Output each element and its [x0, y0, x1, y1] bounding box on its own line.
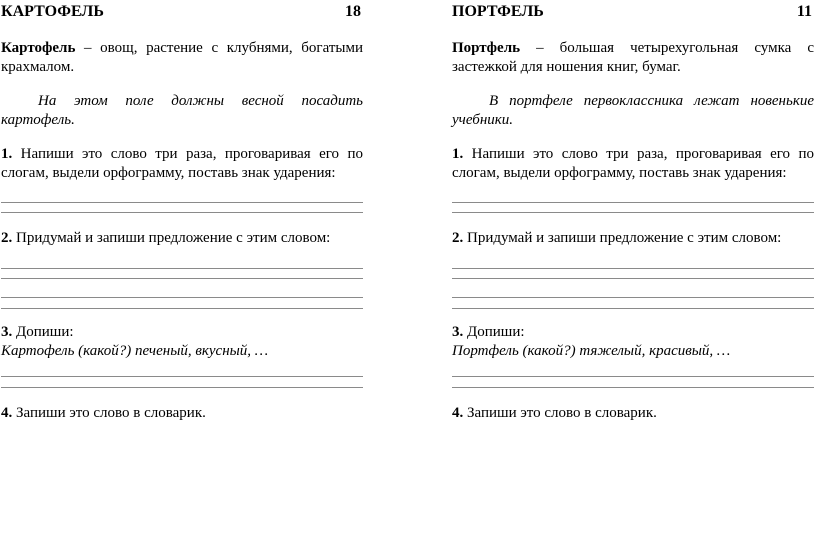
writing-line[interactable] [452, 387, 814, 388]
writing-line[interactable] [1, 202, 363, 203]
writing-line[interactable] [1, 308, 363, 309]
writing-line[interactable] [452, 202, 814, 203]
writing-line[interactable] [1, 387, 363, 388]
word-definition [1, 39, 363, 77]
task-1 [1, 145, 363, 183]
writing-line[interactable] [1, 212, 363, 213]
task-1-number: 1. [452, 146, 464, 162]
word-title-row [452, 3, 814, 25]
writing-line[interactable] [452, 376, 814, 377]
writing-line[interactable] [452, 308, 814, 309]
example-sentence: На этом поле должны весной посадить картофель. [1, 93, 363, 128]
task-1-text: Напиши это слово три раза, проговаривая его по слогам, выдели орфограмму, поставь знак ударения: [452, 146, 814, 181]
writing-line[interactable] [452, 212, 814, 213]
writing-line[interactable] [452, 278, 814, 279]
task-4-number: 4. [1, 405, 13, 421]
task-2 [452, 229, 814, 248]
task-3-text: Допиши: [12, 324, 74, 340]
task-3-example: Портфель (какой?) тяжелый, красивый, … [452, 343, 731, 359]
writing-line[interactable] [1, 376, 363, 377]
task-3-number: 3. [452, 324, 464, 340]
writing-line[interactable] [1, 268, 363, 269]
task-1-number: 1. [1, 146, 13, 162]
definition-term: Картофель [1, 40, 76, 56]
word-title-row [1, 3, 363, 25]
task-2-text: Придумай и запиши предложение с этим словом: [12, 230, 331, 246]
task-3 [1, 323, 363, 361]
word-number: 11 [796, 3, 812, 20]
task-2-number: 2. [1, 230, 13, 246]
word-heading: КАРТОФЕЛЬ [1, 3, 104, 20]
writing-line[interactable] [1, 278, 363, 279]
task-4-text: Запиши это слово в словарик. [463, 405, 657, 421]
task-3-number: 3. [1, 324, 13, 340]
word-definition [452, 39, 814, 77]
task-4-number: 4. [452, 405, 464, 421]
task-3-example: Картофель (какой?) печеный, вкусный, … [1, 343, 269, 359]
writing-line[interactable] [452, 297, 814, 298]
right-page [452, 0, 814, 539]
writing-line[interactable] [1, 297, 363, 298]
definition-term: Портфель [452, 40, 521, 56]
example-sentence: В портфеле первоклассника лежат новенькие учебники. [452, 93, 814, 128]
definition-text: – овощ, растение с клубнями, богатыми крахмалом. [1, 40, 363, 75]
task-3 [452, 323, 814, 361]
task-4 [452, 404, 814, 423]
task-2-number: 2. [452, 230, 464, 246]
writing-line[interactable] [452, 268, 814, 269]
task-2 [1, 229, 363, 248]
task-3-text: Допиши: [463, 324, 525, 340]
definition-text: – большая четырехугольная сумка с застежкой для ношения книг, бумаг. [452, 40, 814, 75]
task-1 [452, 145, 814, 183]
task-1-text: Напиши это слово три раза, проговаривая его по слогам, выдели орфограмму, поставь знак ударения: [1, 146, 363, 181]
left-page [1, 0, 363, 539]
task-4-text: Запиши это слово в словарик. [12, 405, 206, 421]
word-heading: ПОРТФЕЛЬ [452, 3, 544, 20]
task-2-text: Придумай и запиши предложение с этим словом: [463, 230, 782, 246]
task-4 [1, 404, 363, 423]
word-number: 18 [345, 3, 361, 20]
